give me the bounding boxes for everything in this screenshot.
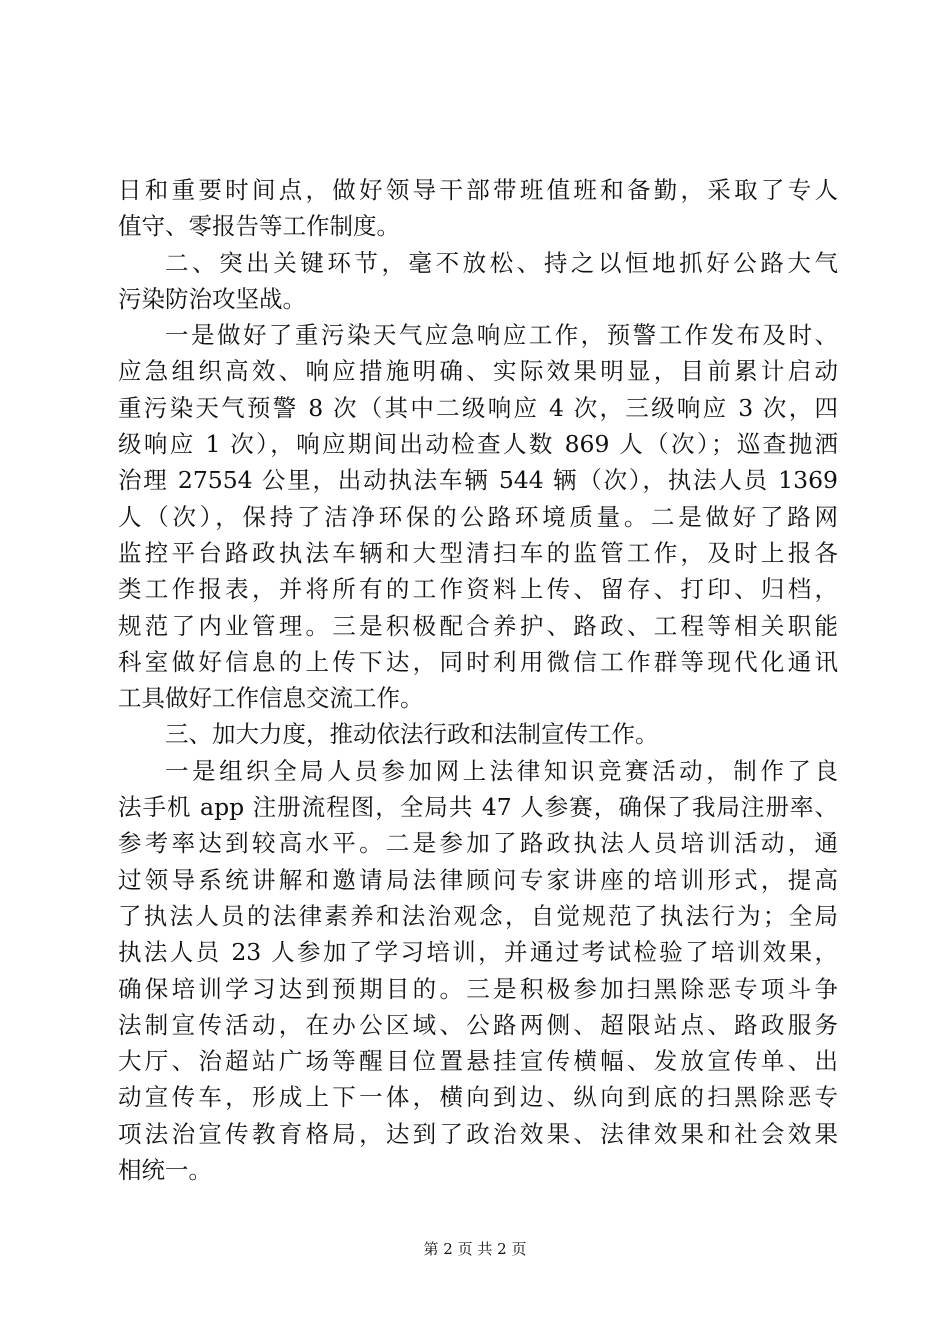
text-line: 监控平台路政执法车辆和大型清扫车的监管工作，及时上报各: [118, 538, 838, 567]
text-line: 应急组织高效、响应措施明确、实际效果明显，目前累计启动: [118, 357, 838, 386]
text-line: 科室做好信息的上传下达，同时利用微信工作群等现代化通讯: [118, 647, 838, 676]
text-line: 相统一。: [118, 1156, 212, 1185]
text-line: 动宣传车，形成上下一体，横向到边、纵向到底的扫黑除恶专: [118, 1083, 838, 1112]
text-line: 一是做好了重污染天气应急响应工作，预警工作发布及时、: [165, 321, 838, 350]
text-line: 过领导系统讲解和邀请局法律顾问专家讲座的培训形式，提高: [118, 865, 838, 894]
text-line: 参考率达到较高水平。二是参加了路政执法人员培训活动，通: [118, 829, 838, 858]
text-line: 执法人员 23 人参加了学习培训，并通过考试检验了培训效果，: [118, 938, 838, 967]
text-line: 了执法人员的法律素养和法治观念，自觉规范了执法行为；全局: [118, 901, 838, 930]
text-line: 大厅、治超站广场等醒目位置悬挂宣传横幅、发放宣传单、出: [118, 1047, 838, 1076]
section-heading: 污染防治攻坚战。: [118, 284, 306, 313]
section-heading: 三、加大力度，推动依法行政和法制宣传工作。: [165, 720, 659, 749]
text-line: 值守、零报告等工作制度。: [118, 212, 400, 241]
text-line: 人（次），保持了洁净环保的公路环境质量。二是做好了路网: [118, 502, 838, 531]
text-line: 确保培训学习达到预期目的。三是积极参加扫黑除恶专项斗争: [118, 974, 838, 1003]
text-line: 级响应 1 次），响应期间出动检查人数 869 人（次）；巡查抛洒: [118, 430, 838, 459]
text-line: 一是组织全局人员参加网上法律知识竞赛活动，制作了良: [165, 756, 838, 785]
text-line: 法手机 app 注册流程图，全局共 47 人参赛，确保了我局注册率、: [118, 793, 838, 822]
section-heading: 二、突出关键环节，毫不放松、持之以恒地抓好公路大气: [165, 248, 838, 277]
text-line: 重污染天气预警 8 次（其中二级响应 4 次，三级响应 3 次，四: [118, 393, 838, 422]
text-line: 规范了内业管理。三是积极配合养护、路政、工程等相关职能: [118, 611, 838, 640]
text-line: 治理 27554 公里，出动执法车辆 544 辆（次），执法人员 1369: [118, 466, 838, 495]
text-line: 类工作报表，并将所有的工作资料上传、留存、打印、归档，: [118, 575, 838, 604]
text-line: 项法治宣传教育格局，达到了政治效果、法律效果和社会效果: [118, 1119, 838, 1148]
text-line: 工具做好工作信息交流工作。: [118, 684, 424, 713]
text-line: 法制宣传活动，在办公区域、公路两侧、超限站点、路政服务: [118, 1010, 838, 1039]
text-line: 日和重要时间点，做好领导干部带班值班和备勤，采取了专人: [118, 176, 838, 204]
page-number-footer: 第 2 页 共 2 页: [423, 1240, 527, 1258]
document-body: [118, 172, 838, 1188]
